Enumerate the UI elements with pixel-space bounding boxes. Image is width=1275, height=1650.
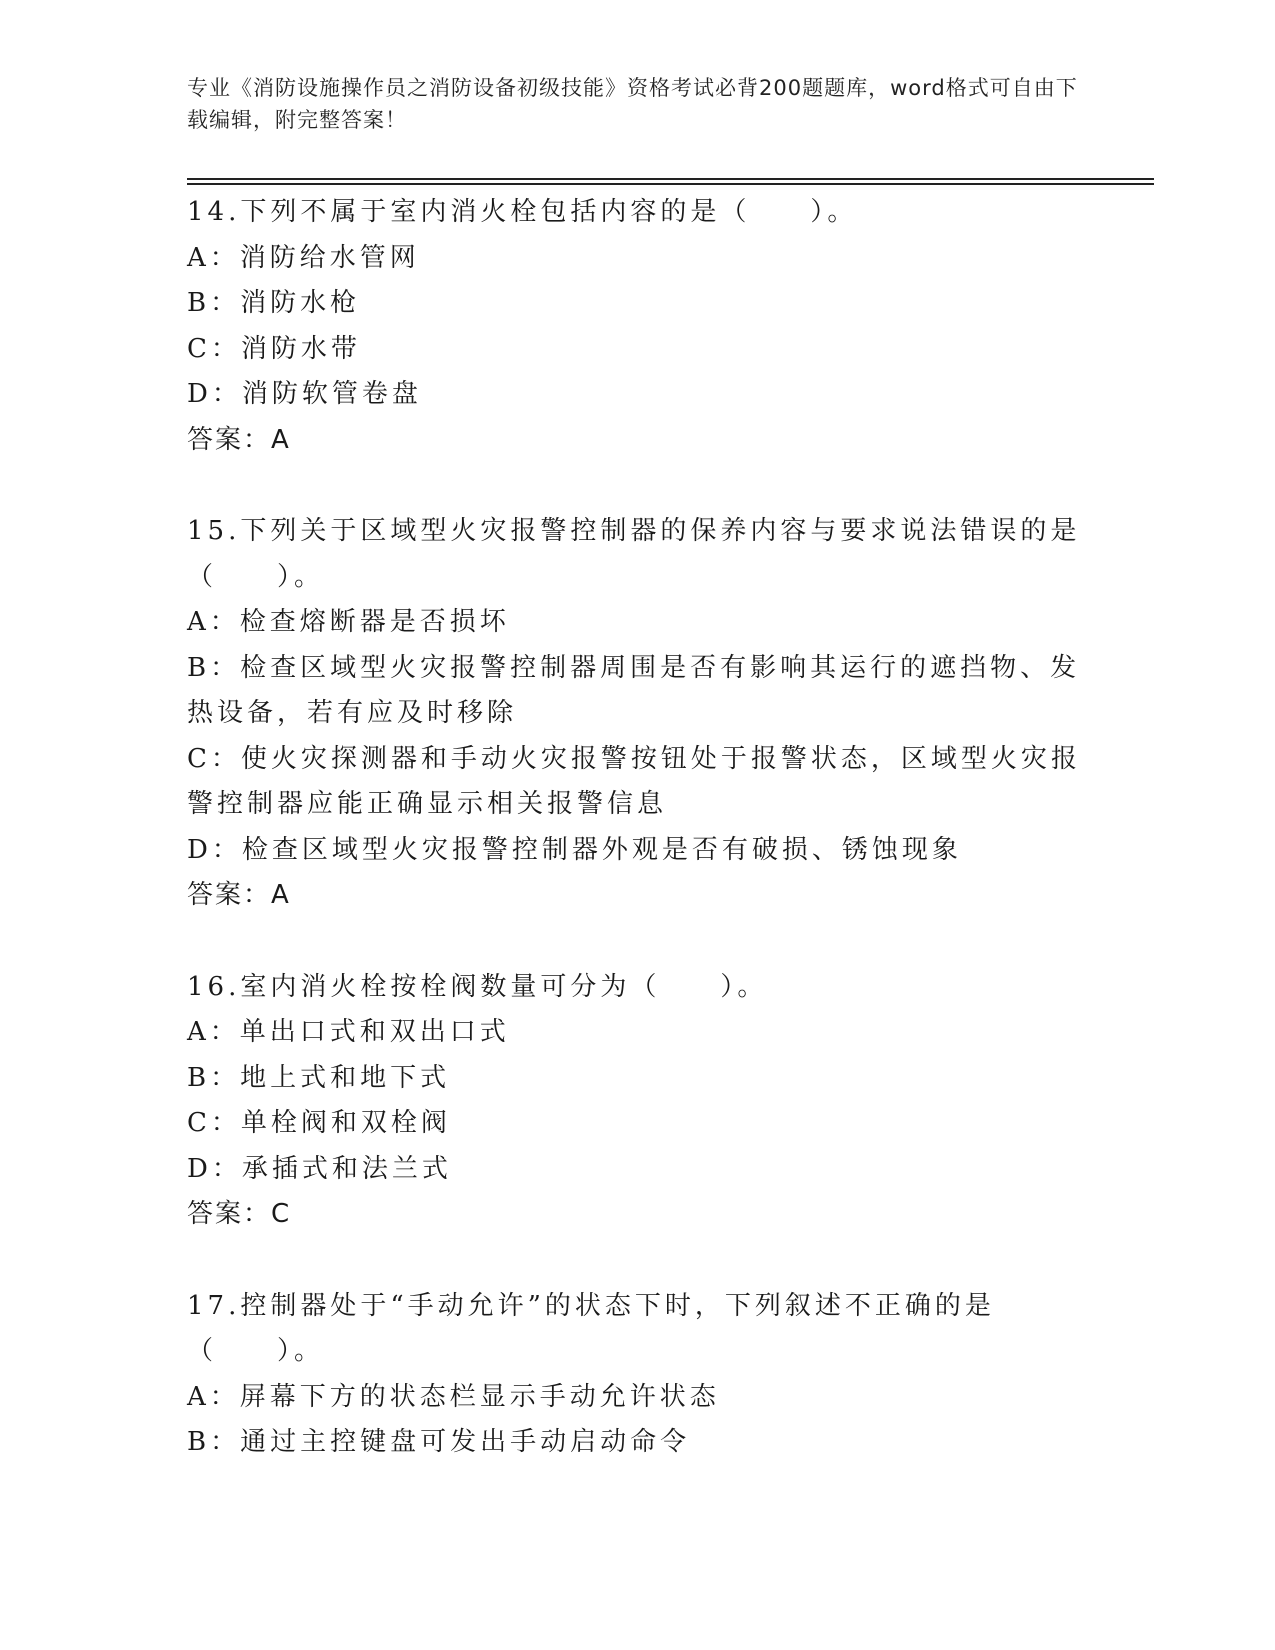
- question-list: [187, 190, 1087, 1466]
- option-a: A：屏幕下方的状态栏显示手动允许状态: [187, 1381, 720, 1412]
- question-16: [187, 965, 1087, 1238]
- option-d: D：消防软管卷盘: [187, 379, 422, 409]
- header-rule-top: [187, 178, 1154, 180]
- option-c: C：使火灾探测器和手动火灾报警按钮处于报警状态，区域型火灾报警控制器应能正确显示相关报警信息: [187, 743, 1081, 819]
- question-14: [187, 190, 1087, 463]
- option-a: A：单出口式和双出口式: [187, 1017, 510, 1047]
- document-header: 专业《消防设施操作员之消防设备初级技能》资格考试必背200题题库，word格式可自由下载编辑，附完整答案！: [187, 76, 1078, 132]
- option-c: C：单栓阀和双栓阀: [187, 1108, 451, 1138]
- question-stem: 15.下列关于区域型火灾报警控制器的保养内容与要求说法错误的是（ ）。: [187, 516, 1081, 592]
- question-17: [187, 1284, 1087, 1466]
- option-b: B：地上式和地下式: [187, 1062, 451, 1093]
- header-rule-bottom: [187, 183, 1154, 185]
- question-stem: 16.室内消火栓按栓阀数量可分为（ ）。: [187, 971, 768, 1002]
- answer: 答案：A: [187, 880, 291, 910]
- option-c: C：消防水带: [187, 333, 361, 364]
- answer: 答案：A: [187, 424, 291, 455]
- option-d: D：承插式和法兰式: [187, 1153, 452, 1184]
- question-stem: 17.控制器处于“手动允许”的状态下时，下列叙述不正确的是（ ）。: [187, 1290, 995, 1366]
- option-b: B：通过主控键盘可发出手动启动命令: [187, 1427, 691, 1457]
- option-b: B：消防水枪: [187, 288, 361, 318]
- option-d: D：检查区域型火灾报警控制器外观是否有破损、锈蚀现象: [187, 834, 962, 865]
- option-a: A：消防给水管网: [187, 242, 420, 273]
- answer: 答案：C: [187, 1199, 292, 1229]
- option-a: A：检查熔断器是否损坏: [187, 607, 510, 637]
- question-15: [187, 509, 1087, 919]
- option-b: B：检查区域型火灾报警控制器周围是否有影响其运行的遮挡物、发热设备，若有应及时移除: [187, 652, 1081, 728]
- question-stem: 14.下列不属于室内消火栓包括内容的是（ ）。: [187, 197, 858, 227]
